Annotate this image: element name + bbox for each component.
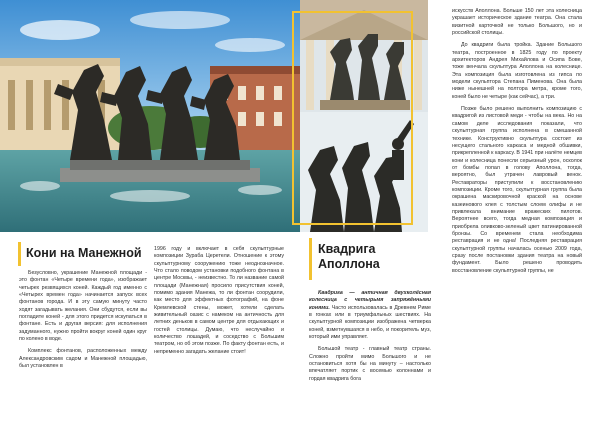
section-title-quadriga: Квадрига Аполлона: [318, 242, 380, 271]
quadriga-definition: Квадрига — античная двухколёсная колесница с четырьмя запряжёнными конями.: [309, 290, 431, 311]
paragraph: Большой театр - главный театр страны. Сложно пройти мимо Большого и не остановиться хотя бы на минуту – настолько впечатляет портик с восемью колоннами и гордая квадрига бога: [309, 346, 431, 382]
paragraph: Позже было решено выполнить композицию с квадригой из листовой меди - чтобы на века. Но на самом деле исследования показали, что скульптурная группа исполнена в смешанной технике. Конструктивно скульптура состоит из несущего стального каркаса и медной обшивки, прикрепленной к каркасу. В 1941 при налёте немцев кони и колесница понесли серьезный урон, осколок от бомбы попал в голову Аполлона, тогда, вероятно, был утрачен лавровый венок. Реставраторы приступили к восстановлению композиции. Кроме того, скульптурная группа была окрашена маскировочной краской на основе казеинового клея с толстым слоем олифы и не привлекала внимание вражеских пилотов. Вероятнее всего, тогда медная композиция и приобрела оливково-зеленый цвет патинированной бронзы. Со временем стала необходима реставрация и не одна! Последняя реставрация скульптурной группы началась осенью 2009 года, сразу после постановки здания театра на новый фундамент. Было решено проводить восстановление скульптурной группы, не: [452, 106, 582, 274]
article-column-4: [452, 8, 582, 275]
paragraph-text: Часто использовалась в Древнем Риме в гонках или в триумфальных шествиях. На скульптурной композиции изображена четверка коней, взметнувшаяся в небо, и покоритель муз, который ими управляет.: [309, 304, 431, 341]
article-column-3: [309, 290, 431, 383]
paragraph: [309, 290, 431, 341]
paragraph: 1996 году и включает в себя скульптурные композиции Зураба Церетели. Отношение к этому скульптурному сооружению тоже неоднозначное. Что стало поводом установки подобного фонтана в центре Москвы, - неизвестно. То ли название самой площади (Манежная) просило присутствия коней, помимо здания Манежа, то ли фонтан соорудили, как место для эффектных фотографий, на фоне Кремлевской стены, может, хотели сделать живительный оазис с намеком на античность для летних деньков в самом центре для отдыхающих и гостей столицы. Думаю, что неслучайно и количество лошадей, и соседство с Большим театром, но об этом позже. По факту фонтан есть, и непременно загадать желание стоит!: [154, 246, 284, 355]
paragraph: Безусловно, украшение Манежной площади - это фонтан «Четыре времени года», изображает четырех резвящихся коней. Каждый год именно с «Четырех времен года» начинается запуск всех фонтанов города. И в эту самую минуту часто ходят загадывать желания. Они сбудутся, если вы погладите коней - для этого придется искупаться в фонтане. Есть и другая версия: для исполнения задуманного, нужно пройти вокруг коней один круг по колено в воде.: [19, 270, 147, 343]
fountain-photo: [0, 0, 300, 232]
paragraph: искусств Аполлона. Больше 150 лет эта колесница украшает историческое здание театра. Она стала визитной карточкой не только Большого, но и российской столицы.: [452, 8, 582, 37]
paragraph: До квадриги была тройка. Здание Большого театра, построенное в 1825 году по проекту архитекторов Андрея Михайлова и Осипа Бове, тоже венчала скульптура Аполлона на колеснице. Эта композиция была изготовлена из гипса по модели скульптора Степана Пименова. Она была ниже нынешней на полтора метра, кроме того, коней было не четыре (как сейчас), а три.: [452, 42, 582, 100]
heading-accent-bar: [18, 242, 21, 266]
photo-frame: [292, 11, 413, 225]
paragraph: Комплекс фонтанов, расположенных между Александровским садом и Манежной площадью, был установлен в: [19, 348, 147, 370]
article-column-2: [154, 246, 284, 356]
article-column-1: [19, 270, 147, 370]
section-title-manege: Кони на Манежной: [26, 246, 142, 260]
heading-accent-bar: [309, 238, 312, 280]
